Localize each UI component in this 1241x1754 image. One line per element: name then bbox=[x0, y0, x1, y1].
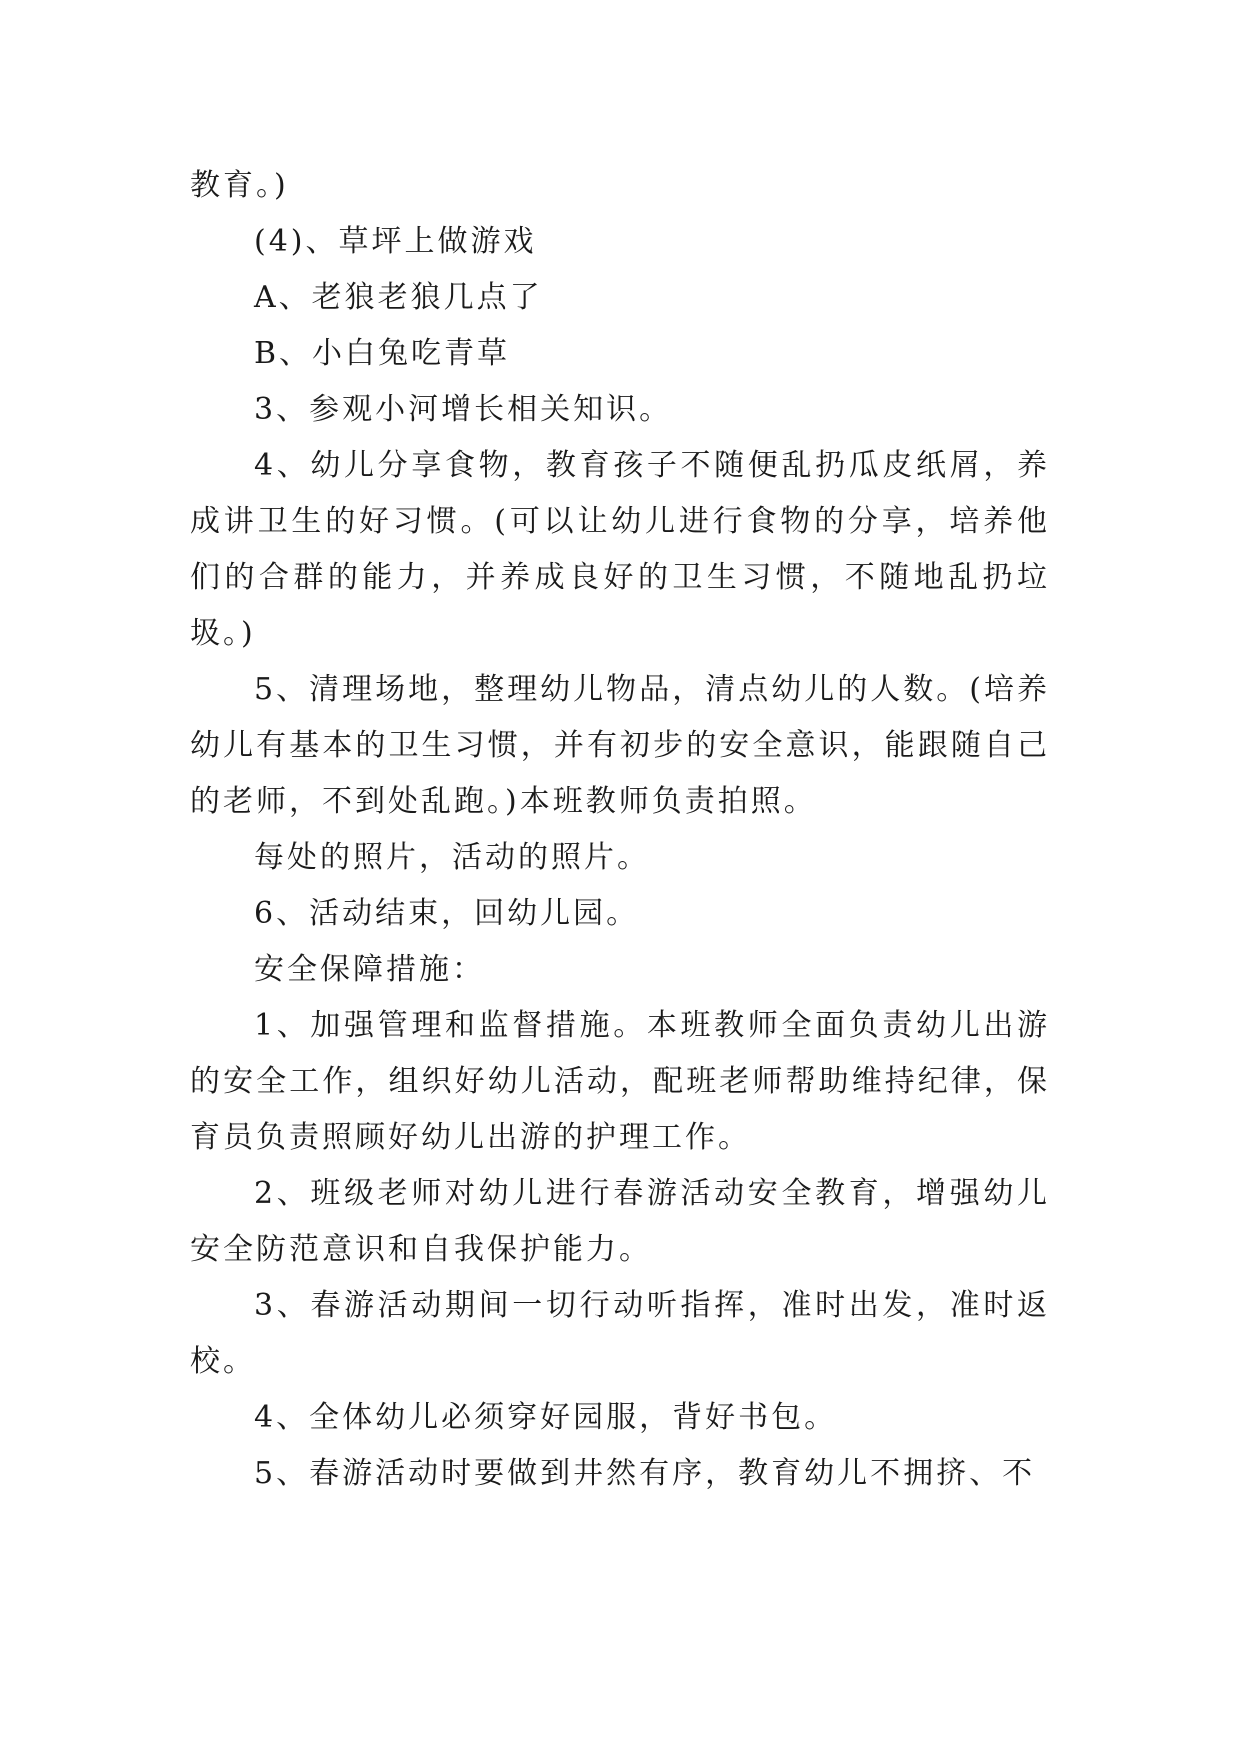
paragraph-safety-5: 5、春游活动时要做到井然有序，教育幼儿不拥挤、不 bbox=[254, 1456, 1036, 1491]
paragraph-safety-1: 1、加强管理和监督措施。本班教师全面负责幼儿出游的安全工作，组织好幼儿活动，配班老师帮助维持纪律，保育员负责照顾好幼儿出游的护理工作。 bbox=[190, 1008, 1050, 1155]
paragraph-step-5: 5、清理场地，整理幼儿物品，清点幼儿的人数。(培养幼儿有基本的卫生习惯，并有初步的安全意识，能跟随自己的老师，不到处乱跑。)本班教师负责拍照。 bbox=[190, 672, 1050, 819]
paragraph-game-b: B、小白兔吃青草 bbox=[254, 336, 511, 371]
paragraph-safety-2: 2、班级老师对幼儿进行春游活动安全教育，增强幼儿安全防范意识和自我保护能力。 bbox=[190, 1176, 1050, 1267]
paragraph-step-3: 3、参观小河增长相关知识。 bbox=[254, 392, 673, 427]
document-body bbox=[190, 158, 1050, 1502]
paragraph-safety-4: 4、全体幼儿必须穿好园服，背好书包。 bbox=[254, 1400, 838, 1435]
paragraph-continuation: 教育。) bbox=[190, 168, 289, 203]
paragraph-photos: 每处的照片，活动的照片。 bbox=[254, 840, 650, 875]
section-heading-safety: 安全保障措施： bbox=[254, 952, 485, 987]
paragraph-step-4: 4、幼儿分享食物，教育孩子不随便乱扔瓜皮纸屑，养成讲卫生的好习惯。(可以让幼儿进行食物的分享，培养他们的合群的能力，并养成良好的卫生习惯，不随地乱扔垃圾。) bbox=[190, 448, 1050, 651]
paragraph-game-heading: (4)、草坪上做游戏 bbox=[254, 224, 537, 259]
paragraph-safety-3: 3、春游活动期间一切行动听指挥，准时出发，准时返校。 bbox=[190, 1288, 1050, 1379]
paragraph-game-a: A、老狼老狼几点了 bbox=[254, 280, 543, 315]
paragraph-step-6: 6、活动结束，回幼儿园。 bbox=[254, 896, 640, 931]
